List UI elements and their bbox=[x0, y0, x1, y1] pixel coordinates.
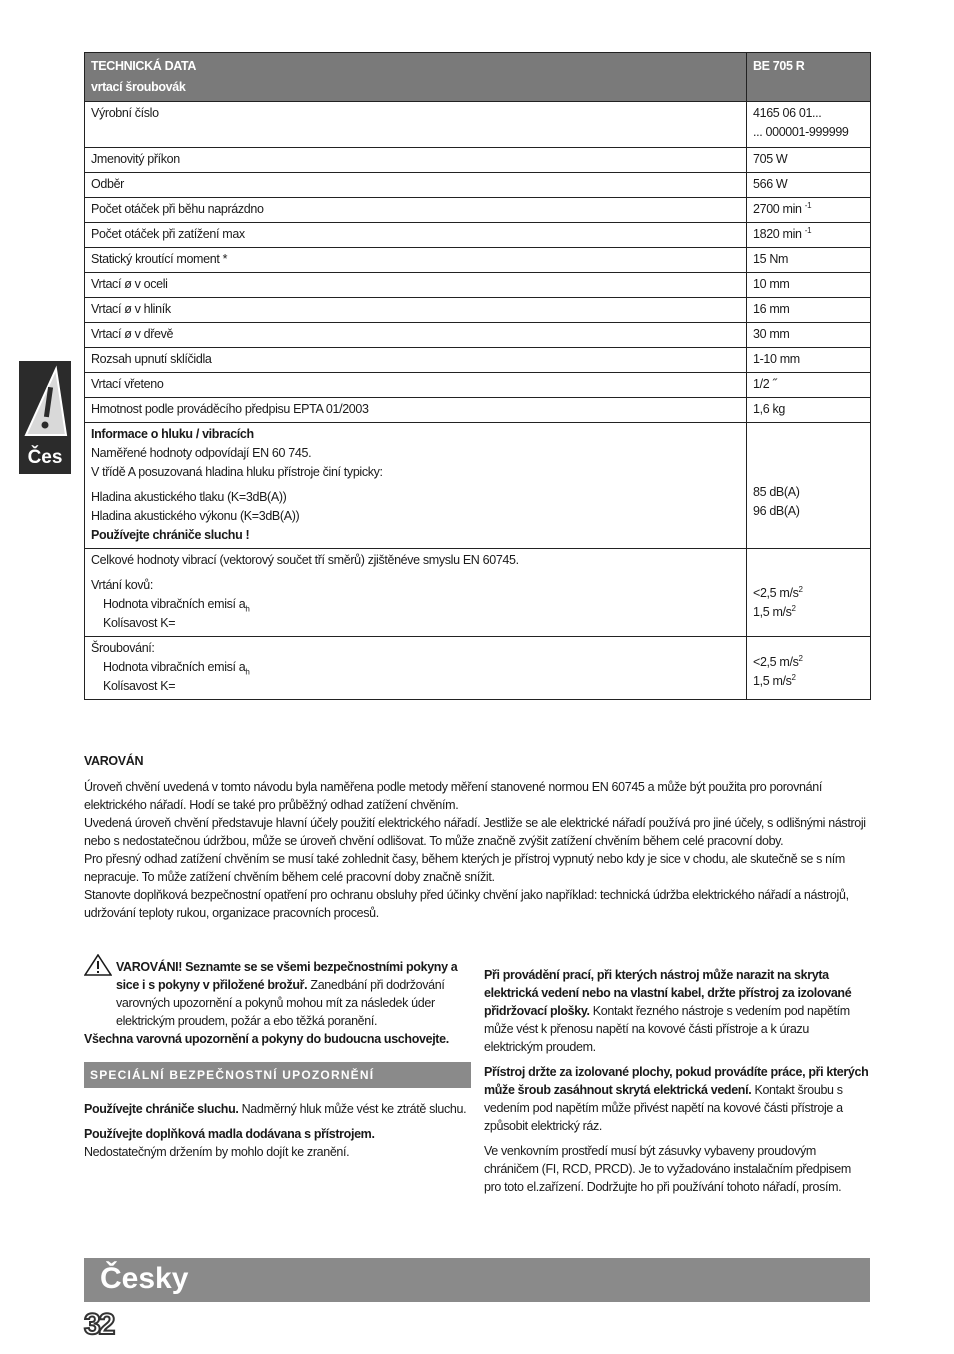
row-value: 1,6 kg bbox=[747, 398, 871, 423]
unit-exponent: 2 bbox=[791, 672, 796, 682]
safety-heading: SPECIÁLNÍ BEZPEČNOSTNÍ UPOZORNĚNÍ bbox=[84, 1062, 471, 1088]
table-row bbox=[85, 298, 871, 323]
row-label: Jmenovitý příkon bbox=[85, 148, 747, 173]
unit-exponent: 2 bbox=[791, 603, 796, 613]
emission-subscript: h bbox=[245, 667, 250, 677]
screwing-emission-label bbox=[91, 658, 740, 677]
row-label: Odběr bbox=[85, 173, 747, 198]
serial-range: ... 000001-999999 bbox=[753, 125, 849, 139]
noise-values bbox=[747, 423, 871, 549]
table-row bbox=[85, 373, 871, 398]
row-value: 566 W bbox=[747, 173, 871, 198]
language-band bbox=[84, 1258, 870, 1302]
pressure-value: 85 dB(A) bbox=[753, 485, 800, 499]
table-row bbox=[85, 248, 871, 273]
row-value bbox=[747, 102, 871, 148]
noise-row bbox=[85, 423, 871, 549]
table-row bbox=[85, 348, 871, 373]
vibration-values bbox=[747, 549, 871, 637]
pressure-label: Hladina akustického tlaku (K=3dB(A)) bbox=[91, 490, 287, 504]
value-exponent: -1 bbox=[804, 200, 812, 210]
row-label: Statický kroutící moment * bbox=[85, 248, 747, 273]
paragraph-text: Kontakt řezného nástroje s vedením pod napětím může vést k přenosu napětí na kovové části přístroje a k úrazu elektrickým proudem. bbox=[484, 1004, 850, 1054]
paragraph-bold: Používejte doplňková madla dodávana s přístrojem. bbox=[84, 1127, 375, 1141]
noise-intro: V třídě A posuzovaná hladina hluku přístroje činí typicky: bbox=[91, 465, 383, 479]
table-header-title bbox=[85, 53, 747, 102]
value-text: <2,5 m/s bbox=[753, 586, 799, 600]
safety-paragraph bbox=[484, 966, 870, 1056]
warning-exclamation-icon bbox=[22, 365, 68, 441]
row-value: 30 mm bbox=[747, 323, 871, 348]
row-label: Hmotnost podle prováděcího předpisu EPTA 01/2003 bbox=[85, 398, 747, 423]
value-text: 2700 min bbox=[753, 202, 802, 216]
drilling-uncertainty-label: Kolísavost K= bbox=[103, 616, 176, 630]
row-value: 705 W bbox=[747, 148, 871, 173]
row-label: Vrtací ø v dřevě bbox=[85, 323, 747, 348]
row-label: Rozsah upnutí sklíčidla bbox=[85, 348, 747, 373]
table-row bbox=[85, 148, 871, 173]
drilling-emission-label bbox=[91, 595, 740, 614]
table-row bbox=[85, 198, 871, 223]
noise-info bbox=[85, 423, 747, 549]
paragraph-bold: Při provádění prací, při kterých nástroj může narazit na skryta elektrická vedení nebo na vlastní kabel, držte přístroj za izolované přidržovací plošky. bbox=[484, 968, 852, 1018]
emission-label-text: Hodnota vibračních emisí a bbox=[103, 597, 246, 611]
ear-protection-note: Používejte chrániče sluchu ! bbox=[91, 528, 250, 542]
serial-start: 4165 06 01... bbox=[753, 106, 822, 120]
screwing-info bbox=[85, 637, 747, 700]
left-column bbox=[84, 958, 471, 1168]
general-warning bbox=[84, 958, 471, 1037]
vibration-row bbox=[85, 549, 871, 637]
row-label: Vrtací ø v oceli bbox=[85, 273, 747, 298]
table-row bbox=[85, 102, 871, 148]
table-header-row bbox=[85, 53, 871, 102]
drilling-title: Vrtání kovů: bbox=[91, 578, 154, 592]
power-label: Hladina akustického výkonu (K=3dB(A)) bbox=[91, 509, 300, 523]
row-value: 1-10 mm bbox=[747, 348, 871, 373]
row-value: 1/2 ˝ bbox=[747, 373, 871, 398]
row-value bbox=[747, 198, 871, 223]
table-row bbox=[85, 323, 871, 348]
warning-bold: VAROVÁNI! Seznamte se se všemi bezpečnostními pokyny a sice i s pokyny v přiložené brožuř. bbox=[116, 960, 458, 992]
warning-paragraph: Pro přesný odhad zatížení chvěním se musí také zohlednit časy, během kterých je přístroj vypnutý nebo kdy je sice v chodu, ale skutečně se s ním nepracuje. To může zatížení chvěním během celé pracovní doby značně snížit. bbox=[84, 852, 845, 884]
row-label: Počet otáček při běhu naprázdno bbox=[85, 198, 747, 223]
row-value: 10 mm bbox=[747, 273, 871, 298]
vibration-warning-section bbox=[84, 752, 870, 922]
value-exponent: -1 bbox=[804, 225, 812, 235]
value-text: <2,5 m/s bbox=[753, 655, 799, 669]
table-row bbox=[85, 273, 871, 298]
table-header-model: BE 705 R bbox=[747, 53, 871, 102]
row-label: Vrtací vřeteno bbox=[85, 373, 747, 398]
right-column bbox=[484, 966, 870, 1203]
drilling-uncertainty-value bbox=[753, 605, 796, 619]
value-text: 1820 min bbox=[753, 227, 802, 241]
paragraph-bold: Přístroj držte za izolované plochy, pokud provádíte práce, při kterých může šroub zasáhnout skrytá elektrická vedení. bbox=[484, 1065, 869, 1097]
vibration-info bbox=[85, 549, 747, 637]
value-text: 1,5 m/s bbox=[753, 674, 792, 688]
screwing-uncertainty-label: Kolísavost K= bbox=[103, 679, 176, 693]
table-row bbox=[85, 173, 871, 198]
unit-exponent: 2 bbox=[798, 584, 803, 594]
emission-label-text: Hodnota vibračních emisí a bbox=[103, 660, 246, 674]
row-value: 15 Nm bbox=[747, 248, 871, 273]
screwing-title: Šroubování: bbox=[91, 641, 155, 655]
unit-exponent: 2 bbox=[798, 653, 803, 663]
paragraph-text: Nedostatečným držením by mohlo dojít ke zranění. bbox=[84, 1145, 350, 1159]
row-label: Výrobní číslo bbox=[85, 102, 747, 148]
safety-paragraph: Ve venkovním prostředí musí být zásuvky vybaveny proudovým chráničem (FI, RCD, PRCD). Je to vyžadováno instalačním předpisem pro toto el.zařízení. Dodržujte ho při používání tohoto nářadí, prosím. bbox=[484, 1144, 851, 1194]
paragraph-text: Nadměrný hluk může vést ke ztrátě sluchu. bbox=[238, 1102, 467, 1116]
side-tab-label: Čes bbox=[27, 447, 63, 468]
warning-paragraph: Stanovte doplňková bezpečnostní opatření pro ochranu obsluhy před účinky chvění jako například: technická údržba elektrického nářadí a nástrojů, udržování teploty rukou, organizace pracovních procesů. bbox=[84, 888, 849, 920]
warning-title: VAROVÁN bbox=[84, 754, 144, 768]
power-value: 96 dB(A) bbox=[753, 504, 800, 518]
row-label: Počet otáček při zatížení max bbox=[85, 223, 747, 248]
emission-subscript: h bbox=[245, 604, 250, 614]
technical-data-table bbox=[84, 52, 871, 700]
safety-paragraph bbox=[84, 1100, 471, 1118]
language-side-tab bbox=[19, 361, 71, 474]
vibration-intro: Celkové hodnoty vibrací (vektorový součet tří směrů) zjištěnéve smyslu EN 60745. bbox=[91, 553, 519, 567]
general-warning-text bbox=[116, 958, 471, 1030]
value-text: 1,5 m/s bbox=[753, 605, 792, 619]
screwing-values bbox=[747, 637, 871, 700]
warning-paragraph: Úroveň chvění uvedená v tomto návodu byla naměřena podle metody měření stanovené normou EN 60745 a může být použita pro porovnání elektrického nářadí. Hodí se také pro průběžný odhad zatížení chvěním. bbox=[84, 780, 822, 812]
safety-paragraph bbox=[84, 1125, 471, 1161]
row-value: 16 mm bbox=[747, 298, 871, 323]
safety-paragraph bbox=[484, 1063, 870, 1135]
warning-triangle-icon bbox=[84, 954, 112, 976]
noise-standard: Naměřené hodnoty odpovídají EN 60 745. bbox=[91, 446, 312, 460]
screwing-row bbox=[85, 637, 871, 700]
header-title: TECHNICKÁ DATA bbox=[91, 59, 197, 73]
keep-instructions-note: Všechna varovná upozornění a pokyny do budoucna uschovejte. bbox=[84, 1032, 449, 1046]
warning-text: Zanedbání při dodržování varovných upozornění a pokynů mohou mít za následek úder elektrickým proudem, požár a ebo těžká poranění. bbox=[116, 978, 445, 1028]
drilling-emission-value bbox=[753, 584, 864, 603]
noise-title: Informace o hluku / vibracích bbox=[91, 427, 254, 441]
table-row bbox=[85, 398, 871, 423]
paragraph-bold: Používejte chrániče sluchu. bbox=[84, 1102, 239, 1116]
screwing-emission-value bbox=[753, 653, 864, 672]
language-title: Česky bbox=[100, 1262, 189, 1295]
table-row bbox=[85, 223, 871, 248]
header-subtitle: vrtací šroubovák bbox=[91, 80, 186, 94]
page-number: 32 bbox=[84, 1308, 114, 1341]
warning-paragraph: Uvedená úroveň chvění představuje hlavní účely použití elektrického nářadí. Jestliže se ale elektrické nářadí používá pro jiné účely, s odlišnými nástroji nebo s nedostatečnou údržbou, může se úroveň chvění odlišovat. To může značně zvýšit zatížení chvěním během celé pracovní doby. bbox=[84, 816, 866, 848]
paragraph-text: Kontakt šroubu s vedením pod napětím může přivést napětí na kovové části přístroje a způsobit elektrický ráz. bbox=[484, 1083, 843, 1133]
screwing-uncertainty-value bbox=[753, 674, 796, 688]
row-label: Vrtací ø v hliník bbox=[85, 298, 747, 323]
row-value bbox=[747, 223, 871, 248]
